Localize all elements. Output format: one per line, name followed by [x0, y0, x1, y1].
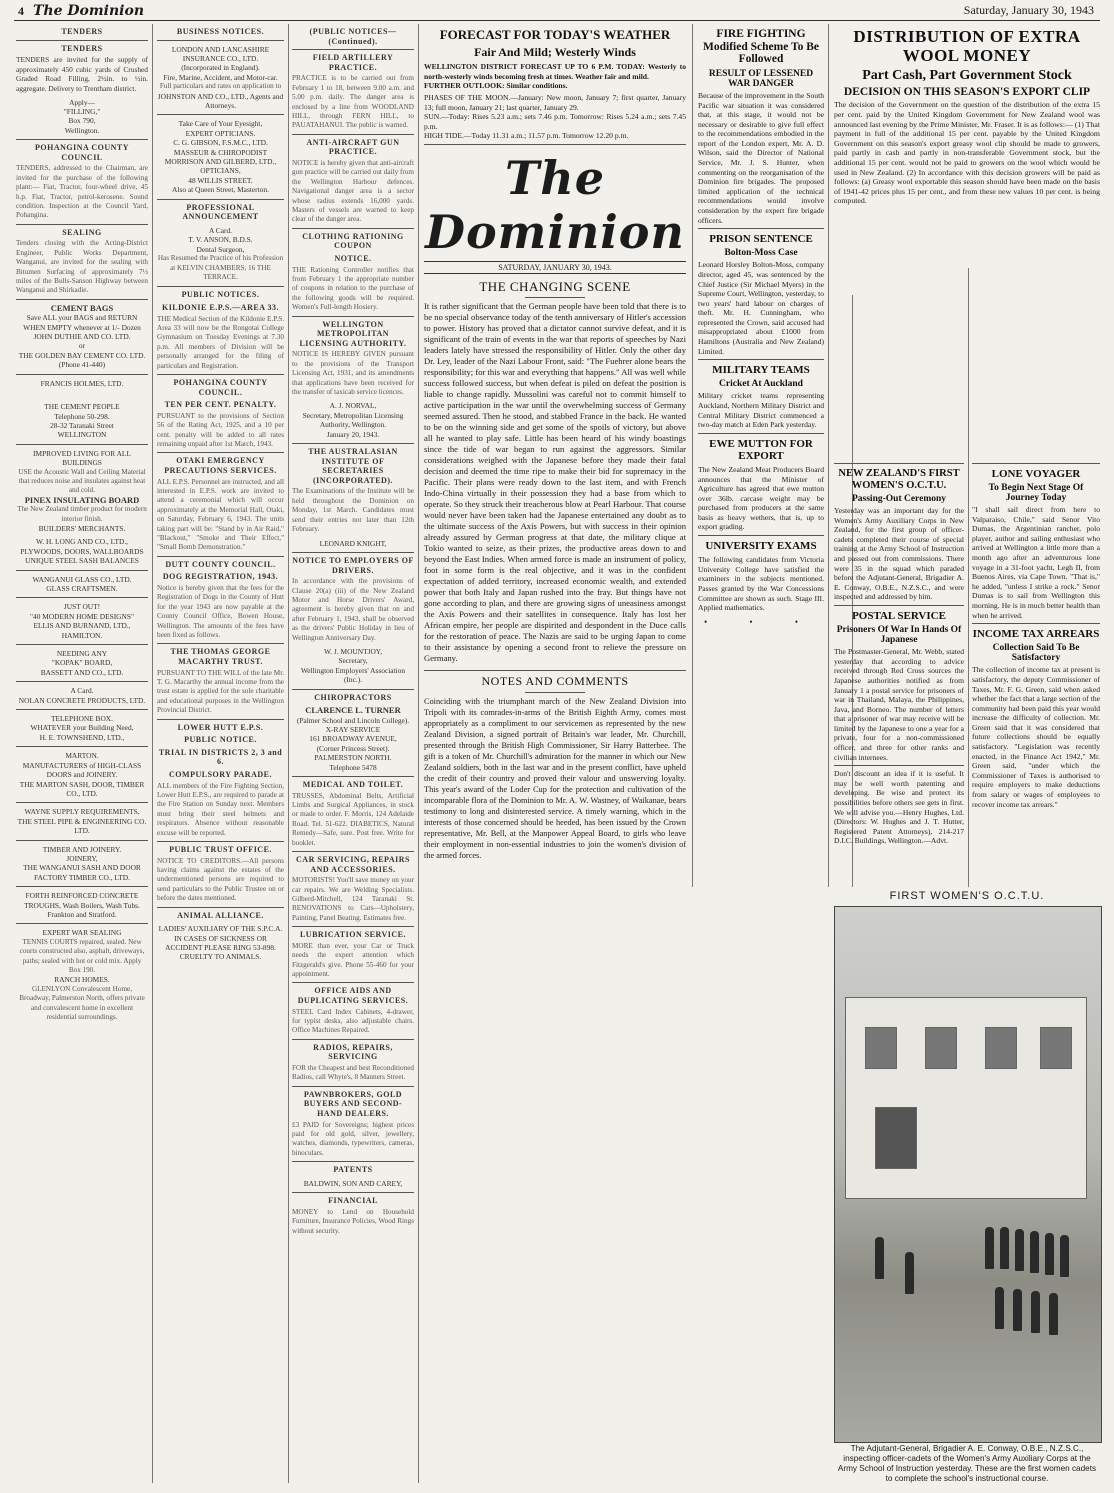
- steel-pipe-ad: WAYNE SUPPLY REQUIREMENTS, THE STEEL PIPE & ENGINEERING CO. LTD.: [17, 807, 147, 836]
- nolan-ad: A Card. NOLAN CONCRETE PRODUCTS, LTD.: [18, 686, 146, 705]
- tender-text: TENDERS are invited for the supply of approximately 450 cubic yards of Crushed Graded Road Filling, 2½in. to ½in. aggregate. Delivery to Trentham district.: [16, 55, 148, 93]
- tax-body: The collection of income tax at present is satisfactory, the deputy Commissioner of Taxes, Mr. F. G. Green, said when asked whether the fact that a large section of the community had been paid this year would increase the difficulty of collection. Mr. Green said that it was considered that future collections should be equally satisfactory. "Legislation was recently enacted, in the Finance Act 1942," Mr. Green said, "under which the Commissioner of Taxes is authorised to require employers to make deductions from salary or wages of employees to recover income tax arrears.": [972, 665, 1100, 809]
- notice-heading: CLOTHING RATIONING COUPON: [302, 231, 404, 251]
- tax-title: INCOME TAX ARREARS: [972, 628, 1100, 641]
- notice-heading: THE THOMAS GEORGE MACARTHY TRUST.: [170, 647, 271, 666]
- section-heading: CAR SERVICING, REPAIRS AND ACCESSORIES.: [296, 855, 410, 874]
- photo-figure: [1030, 1231, 1039, 1273]
- column-tenders: TENDERS TENDERS TENDERS are invited for the supply of approximately 450 cubic yards of Crushed Graded Road Filling, 2½in. to ½in. aggregate. Delivery to Trentham district. Apply— "FILLING," Box 790, Wellington. POHANGINA COUNTY COUNCIL TENDERS, addressed to the Chairman, are invited for the purchase of the following plant:— Fiat, Tractor, four-wheel drive, 45 h.p. Fiat, Tractor, petrol-kerosene. Sound condition. Inspection at the Council Yard, Pohangina. SEALING Tenders closing with the Acting-District Engineer, Public Works Department, Wanganui, are invited for the sealing with Bitumen Surfacing of approximately 7½ miles of the Bulls-Sanson Highway between Wanganui and Shirkadie. CEMENT BAGS Save ALL your BAGS and RETURN WHEN EMPTY whenever at 1/- Dozen JOHN DUTHIE AND CO. LTD. or THE GOLDEN BAY CEMENT CO. LTD. (Phone 41-440) FRANCIS HOLMES, LTD. THE CEMENT PEOPLE Telephone 50-298. 28-32 Taranaki Street WELLINGTON IMPROVED LIVING FOR ALL BUILDINGS USE the Acoustic Wall and Ceiling Material that reduces noise and insulates against heat and cold. PINEX INSULATING BOARD The New Zealand timber product for modern interior finish. BUILDERS' MERCHANTS. W. H. LONG AND CO., LTD., PLYWOODS, DOORS, WALLBOARDS UNIQUE STEEL SASH BALANCES WANGANUI GLASS CO., LTD. GLASS CRAFTSMEN. JUST OUT! "40 MODERN HOME DESIGNS" ELLIS AND BURNAND, LTD., HAMILTON. NEEDING ANY "KOPAK" BOARD, BASSETT AND CO., LTD. A Card. NOLAN CONCRETE PRODUCTS, LTD. TELEPHONE BOX. WHATEVER your Building Need, H. E. TOWNSHEND, LTD., MARTON. MANUFACTURERS of HIGH-CLASS DOORS and JOINERY. THE MARTON SASH, DOOR, TIMBER CO., LTD. WAYNE SUPPLY REQUIREMENTS, THE STEEL PIPE & ENGINEERING CO. LTD. TIMBER AND JOINERY. JOINERY, THE WANGANUI SASH AND DOOR FACTORY TIMBER CO., LTD. FORTH REINFORCED CONCRETE TROUGHS, Wash Boilers, Wash Tubs. Frankton and Stratford. EXPERT WAR SEALING TENNIS COURTS repaired, sealed. New courts constructed also, asphalt, driveways, paths; sealed with hot or cold mix. Apply Box 190. RANCH HOMES. GLENLYON Convalescent Home, Broadway, Palmerston North, offers private and convalescent home in excellent residential surroundings.: [16, 27, 148, 1022]
- photo-figure: [1000, 1227, 1009, 1269]
- notice-heading: TEN PER CENT. PENALTY.: [164, 400, 277, 410]
- photo-figure: [1049, 1293, 1058, 1335]
- column-divider: [828, 24, 829, 887]
- page-number: 4: [18, 4, 24, 18]
- column-voyager-tax: [972, 460, 1100, 885]
- photo-figure: [1060, 1235, 1069, 1277]
- patents-ad: BALDWIN, SON AND CAREY,: [303, 1178, 403, 1188]
- optician-ad: Take Care of Your Eyesight, EXPERT OPTICIANS. C. G. GIBSON, F.S.M.C., LTD. MASSEUR & CHIROPODIST MORRISON AND GILBERD, LTD., OPTICIANS, 48 WILLIS STREET. Also at Queen Street, Masterton.: [164, 119, 277, 195]
- photo-figure: [985, 1227, 994, 1269]
- fire-body: Because of the improvement in the South Pacific war situation it was considered that, at this stage, it would not be necessary or desirable to give full effect to the recommendations embodied in the report of the London expert, Mr. A. D. Wilson, said the Director of National Service, Mr. J. S. Hunter, when commenting on the reorganisation of the Dominion fire brigades. The proposed limited application of the technical recommendations would involve consideration by the expert fire brigade officers.: [698, 90, 824, 225]
- section-heading: LUBRICATION SERVICE.: [299, 930, 407, 940]
- section-heading: OFFICE AIDS AND DUPLICATING SERVICES.: [297, 986, 409, 1006]
- news-photo: [834, 906, 1102, 1443]
- wool-subtitle: Part Cash, Part Government Stock: [862, 68, 1072, 84]
- forecast-subtitle: Fair And Mild; Westerly Winds: [474, 45, 636, 60]
- photo-figure: [1015, 1229, 1024, 1271]
- notice-heading: POHANGINA COUNTY COUNCIL.: [173, 377, 268, 397]
- notice-heading: ANIMAL ALLIANCE.: [177, 910, 264, 920]
- high-tide: HIGH TIDE.—Today 11.31 a.m.; 11.57 p.m. Tomorrow 12.20 p.m.: [424, 131, 629, 141]
- column-divider: [418, 24, 419, 1483]
- section-heading: RADIOS, REPAIRS, SERVICING: [313, 1042, 393, 1062]
- voyager-subtitle: To Begin Next Stage Of Journey Today: [988, 483, 1084, 504]
- octu-subtitle: Passing-Out Ceremony: [851, 494, 947, 505]
- forth-ad: FORTH REINFORCED CONCRETE TROUGHS, Wash Boilers, Wash Tubs. Frankton and Stratford.: [24, 891, 140, 919]
- notice-heading: DUTT COUNTY COUNCIL.: [165, 559, 276, 569]
- insurance-ad: LONDON AND LANCASHIRE INSURANCE CO., LTD. (Incorporated in England). Fire, Marine, Accident, and Motor-car. Full particulars and rates on application to JOHNSTON AND CO., LTD., Agents and Attorneys.: [157, 44, 284, 111]
- notice-heading: KILDONIE E.P.S.—AREA 33.: [161, 302, 280, 312]
- section-heading: PUBLIC NOTICES.: [181, 290, 260, 300]
- tax-subtitle: Collection Said To Be Satisfactory: [992, 643, 1080, 664]
- section-heading: FINANCIAL: [328, 1196, 378, 1206]
- university-body: The following candidates from Victoria University College have satisfied the examiners in the subjects mentioned. Passes granted by the War Concessions Committee are shown as such. Stage III. Applied mathematics.: [698, 555, 824, 613]
- fire-subtitle: RESULT OF LESSENED WAR DANGER: [708, 68, 814, 89]
- forecast-outlook: FURTHER OUTLOOK: Similar conditions.: [424, 81, 568, 91]
- photo-figure: [1031, 1291, 1040, 1333]
- notice-heading: THE AUSTRALASIAN INSTITUTE OF SECRETARIES (INCORPORATED).: [308, 447, 398, 485]
- ad-heading: SEALING: [62, 227, 102, 237]
- photo-window: [865, 1027, 897, 1069]
- photo-title: FIRST WOMEN'S O.C.T.U.: [889, 890, 1045, 902]
- metro-signature: A. J. NORVAL, Secretary, Metropolitan Licensing Authority, Wellington. January 20, 1943.: [302, 401, 404, 439]
- column-divider: [288, 24, 289, 1483]
- pinex-ad: IMPROVED LIVING FOR ALL BUILDINGS USE the Acoustic Wall and Ceiling Material that reduces noise and insulates against heat and cold. PINEX INSULATING BOARD The New Zealand timber product for modern interior finish. BUILDERS' MERCHANTS.: [17, 448, 147, 533]
- section-heading: BUSINESS NOTICES.: [176, 27, 265, 36]
- modern-homes-ad: JUST OUT! "40 MODERN HOME DESIGNS" ELLIS AND BURNAND, LTD., HAMILTON.: [30, 602, 134, 640]
- institute-signature: LEONARD KNIGHT,: [319, 538, 387, 548]
- notice-heading: PUBLIC NOTICE.: [184, 735, 257, 745]
- page-number-and-title: [18, 3, 144, 19]
- long-ad: W. H. LONG AND CO., LTD., PLYWOODS, DOORS, WALLBOARDS UNIQUE STEEL SASH BALANCES: [20, 537, 144, 566]
- wool-title: DISTRIBUTION OF EXTRA WOOL MONEY: [853, 27, 1081, 65]
- chiropractor-ad: CLARENCE L. TURNER (Palmer School and Lincoln College). X-RAY SERVICE 161 BROADWAY AVENUE, (Corner Princess Street). PALMERSTON NORTH. Telephone 5478: [296, 705, 410, 772]
- tender-heading: TENDERS: [61, 43, 103, 53]
- employers-signature: W. J. MOUNTJOY, Secretary, Wellington Employers' Association (Inc.).: [300, 646, 406, 685]
- column-editorial: [424, 24, 686, 1487]
- tender-apply: Apply— "FILLING," Box 790, Wellington.: [63, 97, 101, 135]
- octu-body: Yesterday was an important day for the Women's Army Auxiliary Corps in New Zealand, for the first group of officer-cadets completed their course of special training at the Army School of Instruction and passed out from commissions. There were 35 in the squad which paraded before the Adjutant-General, Brigadier A. E. Conway, O.B.E., N.Z.S.C., and were inspected and addressed by him.: [834, 506, 964, 602]
- kopak-ad: NEEDING ANY "KOPAK" BOARD, BASSETT AND CO., LTD.: [40, 649, 124, 677]
- postal-subtitle: Prisoners Of War In Hands Of Japanese: [836, 625, 962, 646]
- column-business-notices: BUSINESS NOTICES. LONDON AND LANCASHIRE INSURANCE CO., LTD. (Incorporated in England). Fire, Marine, Accident, and Motor-car. Full particulars and rates on application to JOHNSTON AND CO., LTD., Agents and Attorneys. Take Care of Your Eyesight, EXPERT OPTICIANS. C. G. GIBSON, F.S.M.C., LTD. MASSEUR & CHIROPODIST MORRISON AND GILBERD, LTD., OPTICIANS, 48 WILLIS STREET. Also at Queen Street, Masterton. PROFESSIONAL ANNOUNCEMENT A Card. T. V. ANSON, B.D.S. Dental Surgeon, Has Resumed the Practice of his Profession at KELVIN CHAMBERS, 16 THE TERRACE. PUBLIC NOTICES. KILDONIE E.P.S.—AREA 33. THE Medical Section of the Kildonie E.P.S. Area 33 will now be the Rongotai College Gymnasium on Tuesday Evenings at 7.30 p.m. All members of Division will be personally arranged for the filing of particulars and Registration. POHANGINA COUNTY COUNCIL. TEN PER CENT. PENALTY. PURSUANT to the provisions of Section 56 of the Rating Act, 1925, and a 10 per cent. penalty will be added to all rates remaining unpaid after 1st March, 1943. OTAKI EMERGENCY PRECAUTIONS SERVICES. ALL E.P.S. Personnel are instructed, and all interested in E.P.S. work are invited to attend a ceremonial which will occur approximately at the Memorial Hall, Otaki, on Saturday, February 6, 1943. The units taking part will be: "Stand by in Air Raid," "Blackout," "Smoke and Their Effect," "Small Bomb Demonstration." DUTT COUNTY COUNCIL. DOG REGISTRATION, 1943. Notice is hereby given that the fees for the Registration of Dogs in the County of Hutt for the year 1943 are now payable at the County Council Office, Bowen House, Wellington. The amounts of the fees have been fixed as follows. THE THOMAS GEORGE MACARTHY TRUST. PURSUANT TO THE WILL of the late Mr. T. G. Macarthy the annual income from the trust estate is applied for the sole charitable and educational purposes in the Wellington Provincial District. LOWER HUTT E.P.S. PUBLIC NOTICE. TRIAL IN DISTRICTS 2, 3 and 6. COMPULSORY PARADE. ALL members of the Fire Fighting Section, Lower Hutt E.P.S., are required to parade at the Fire Station on Sunday next. Members must bring their steel helmets and respirators. Absence without reasonable excuse will be reported. PUBLIC TRUST OFFICE. NOTICE TO CREDITORS.—All persons having claims against the estates of the undermentioned persons are required to send particulars to the Public Trustee on or before the dates mentioned. ANIMAL ALLIANCE. LADIES' AUXILIARY OF THE S.P.C.A. IN CASES OF SICKNESS OR ACCIDENT PLEASE RING 53-898. CRUELTY TO ANIMALS.: [157, 27, 284, 962]
- notice-heading: PUBLIC TRUST OFFICE.: [169, 845, 272, 855]
- photo-window: [925, 1027, 957, 1069]
- forecast-title: FORECAST FOR TODAY'S WEATHER: [439, 27, 671, 42]
- notice-heading: TRIAL IN DISTRICTS 2, 3 and 6.: [158, 747, 283, 767]
- notice-heading: COMPULSORY PARADE.: [169, 770, 272, 779]
- header-rule: [14, 20, 1100, 21]
- sun-times: SUN.—Today: Rises 5.23 a.m.; sets 7.46 p.m. Tomorrow: Rises 5.24 a.m.; sets 7.45 p.m.: [424, 112, 686, 131]
- photo-figure: [1013, 1289, 1022, 1331]
- column-news-briefs: [698, 24, 824, 886]
- moon-phases: PHASES OF THE MOON.—January: New moon, January 7; first quarter, January 13; full moon, January 21; last quarter, January 29.: [424, 93, 686, 112]
- notes-title: NOTES AND COMMENTS: [481, 674, 629, 689]
- wool-body: The decision of the Government on the question of the distribution of the extra 15 per cent. paid by the United Kingdom Government for New Zealand wool was announced last evening by the Prime Minister, Mr. Fraser. It is as follows:— (1) That payment in full of the additional 15 per cent. payable by the United Kingdom Government on this season's export greasy wool clip should be made to growers, paid partly in cash and partly in non-transferable Government stock, but the additional 15 per cent. would not be paid to growers on the wool which would be used in New Zealand. (2) In accordance with this decision growers will be paid as follows: (a) Greasy wool exportable this season should have been made on the basis of 1941-42 prices plus 15 per cent., and from these new values 10 per cent. is being computed.: [834, 100, 1100, 206]
- photo-door: [875, 1107, 917, 1169]
- masthead-date: SATURDAY, JANUARY 30, 1943.: [424, 261, 686, 274]
- patent-advertisement: Don't discount an idea if it is useful. It may be well worth patenting and developing. Be wise and protect its possibilities before others see gets in first. We will advise you.—Henry Hughes, Ltd. (Directors: W. Hughes and J. T. Hutter, Registered Patent Attorneys), 214-217 D.I.C. Buildings, Wellington.—Advt.: [834, 769, 964, 846]
- column-divider: [968, 268, 969, 887]
- notice-heading: ANTI-AIRCRAFT GUN PRACTICE.: [306, 137, 400, 157]
- notice-heading: OTAKI EMERGENCY PRECAUTIONS SERVICES.: [164, 456, 277, 475]
- notice-heading: LOWER HUTT E.P.S.: [177, 722, 264, 732]
- ad-heading: POHANGINA COUNTY COUNCIL: [34, 143, 129, 162]
- wool-headline-block: [834, 24, 1100, 206]
- section-heading: PATENTS: [333, 1165, 373, 1175]
- military-title: MILITARY TEAMS: [712, 364, 810, 377]
- section-heading: CHIROPRACTORS: [314, 692, 392, 702]
- ewe-body: The New Zealand Meat Producers Board announces that the Minister of Agriculture has agreed that ewe mutton over 36lb. carcase weight may be purchased from producers at the same basis as heavy wethers, that is, up to export grading.: [698, 464, 824, 532]
- marton-ad: MARTON. MANUFACTURERS of HIGH-CLASS DOORS and JOINERY. THE MARTON SASH, DOOR, TIMBER CO., LTD.: [19, 751, 145, 798]
- voyager-body: "I shall sail direct from here to Valparaiso, Chile," said Senor Vito Dumas, the Argentinian rancher, polo player, author and sailing enthusiast who arrived at Wellington a little more than a month ago after an adventurous lone voyage in a 31-foot yacht, Legh II, from Buenos Aires, via Cape Town. "That is," he added, "unless I strike a rock." Senor Dumas is to sail from Wellington this morning. He is in much better health than when he arrived.: [972, 505, 1100, 620]
- fire-title: FIRE FIGHTING Modified Scheme To Be Followed: [703, 28, 819, 66]
- notice-heading: DOG REGISTRATION, 1943.: [162, 572, 279, 582]
- masthead: The Dominion: [425, 151, 685, 260]
- photo-figure: [875, 1237, 884, 1279]
- column-public-notices: (PUBLIC NOTICES—(Continued). FIELD ARTILLERY PRACTICE. PRACTICE is to be carried out from February 1 to 18, between 9.00 a.m. and 5.00 p.m. daily. The danger area is enclosed by a line from WOODLAND HILL, through FERN HILL, to PAUATAHANUI. The public is warned. ANTI-AIRCRAFT GUN PRACTICE. NOTICE is hereby given that anti-aircraft gun practice will be carried out daily from the Wellington Harbour defences. Navigational danger area is a sector whose radius extends 16,000 yards. Masters of vessels are warned to keep clear of the danger area. CLOTHING RATIONING COUPON NOTICE. THE Rationing Controller notifies that from February 1 the appropriate number of coupons in relation to the purchase of the following goods will be required. Women's Full-length Hosiery. WELLINGTON METROPOLITAN LICENSING AUTHORITY. NOTICE IS HEREBY GIVEN pursuant to the provisions of the Transport Licensing Act, 1931, and its amendments that applications have been received for the transfer of taxicab service licences. A. J. NORVAL, Secretary, Metropolitan Licensing Authority, Wellington. January 20, 1943. THE AUSTRALASIAN INSTITUTE OF SECRETARIES (INCORPORATED). The Examinations of the Institute will be held throughout the Dominion on Monday, 1st March. Candidates must send their entries not later than 12th February. LEONARD KNIGHT, NOTICE TO EMPLOYERS OF DRIVERS. In accordance with the provisions of Clause 20(a) (iii) of the New Zealand Motor and Horse Drivers' Award, agreement is hereby given that on and after February 1, 1943, shall be observed as the drivers' Public Holiday in lieu of Wellington Anniversary Day. W. J. MOUNTJOY, Secretary, Wellington Employers' Association (Inc.). CHIROPRACTORS CLARENCE L. TURNER (Palmer School and Lincoln College). X-RAY SERVICE 161 BROADWAY AVENUE, (Corner Princess Street). PALMERSTON NORTH. Telephone 5478 MEDICAL AND TOILET. TRUSSES, Abdominal Belts, Artificial Limbs and Surgical Appliances, in stock or made to order. F. Morris, 124 Adelaide Road. Tel. 51-622. DIABETICS, Natural Remedy—Safe, sure. Post free. Write for booklet. CAR SERVICING, REPAIRS AND ACCESSORIES. MOTORISTS! You'll save money on your car repairs. We are Welding Specialists. Gilberd-Mitchell, 124 Taranaki St. RENOVATIONS to Cars—Upholstery, Painting, Panel Beating. Estimates free. LUBRICATION SERVICE. MORE than ever, your Car or Truck needs the expert attention which Fitzgerald's give. Phone 55-460 for your appointment. OFFICE AIDS AND DUPLICATING SERVICES. STEEL Card Index Cabinets, 4-drawer, for typist desks, also adjustable chairs. Office Machines Repaired. RADIOS, REPAIRS, SERVICING FOR the Cheapest and best Reconditioned Radios, call Whyte's, 8 Manners Street. PAWNBROKERS, GOLD BUYERS AND SECOND-HAND DEALERS. £3 PAID for Sovereigns; highest prices paid for old gold, silver, jewellery, watches, diamonds, typewriters, cameras, binoculars. PATENTS BALDWIN, SON AND CAREY, FINANCIAL MONEY to Lend on Household Furniture, Insurance Policies, Wood Rings without security.: [292, 27, 414, 1235]
- glass-ad: WANGANUI GLASS CO., LTD. GLASS CRAFTSMEN.: [32, 574, 132, 593]
- section-heading: MEDICAL AND TOILET.: [302, 780, 404, 789]
- paper-name: The Dominion: [33, 3, 145, 19]
- photo-figure: [1045, 1233, 1054, 1275]
- holmes-ad: FRANCIS HOLMES, LTD. THE CEMENT PEOPLE Telephone 50-298. 28-32 Taranaki Street WELLINGTON: [40, 378, 124, 440]
- photo-window: [1040, 1027, 1072, 1069]
- notice-heading: NOTICE.: [334, 254, 372, 264]
- townshend-ad: TELEPHONE BOX. WHATEVER your Building Need, H. E. TOWNSHEND, LTD.,: [30, 714, 134, 742]
- postal-body: The Postmaster-General, Mr. Webb, stated yesterday that according to advice received through Red Cross sources the Japanese authorities notified as from January 1 a postal service for prisoners of war in Thailand, Malaya, the Philippines, Java, and Borneo. The number of letters that a prisoner of war may receive will be limited by the Japanese to one a year for a private, four for a non-commissioned officer, and three for other ranks and civilian internees.: [834, 647, 964, 762]
- timber-ad: TIMBER AND JOINERY. JOINERY, THE WANGANUI SASH AND DOOR FACTORY TIMBER CO., LTD.: [23, 844, 141, 882]
- photo-window: [985, 1027, 1017, 1069]
- military-body: Military cricket teams representing Auckland, Northern Military District and Central Military District commenced a two-day match at Eden Park yesterday.: [698, 391, 824, 430]
- voyager-title: LONE VOYAGER: [991, 468, 1081, 480]
- notice-heading: WELLINGTON METROPOLITAN LICENSING AUTHORITY.: [299, 319, 407, 348]
- prison-subtitle: Bolton-Moss Case: [724, 248, 798, 259]
- postal-title: POSTAL SERVICE: [852, 610, 946, 623]
- prison-body: Leonard Horsley Bolton-Moss, company director, aged 45, was sentenced by the Chief Justice (Sir Michael Myers) in the Supreme Court, Wellington, yesterday, to two years' hard labour on charges of theft. Mr. H. Cunningham, who represented the Crown, said accused had misappropriated about £1000 from Hamiltons (Australia and New Zealand) Limited.: [698, 260, 824, 356]
- wool-subtitle-2: DECISION ON THIS SEASON'S EXPORT CLIP: [843, 86, 1091, 99]
- date-line: Saturday, January 30, 1943: [963, 3, 1094, 17]
- notes-body: Coinciding with the triumphant march of the New Zealand Division into Tripoli with its comrades-in-arms of the British Eighth Army, comes most appropriately as a compliment to our servicemen as represented by the new Zealand Division, a signed portrait of Britain's war leader, Mr. Churchill, presented through the British High Commissioner, Sir Harry Batterbee. The gift is a token of Mr. Churchill's admiration for the manner in which our New Zealand soldiers, both in the last war and in the present conflict, have upheld the credit of their country and proved their valour and unswerving loyalty. This year's award of the Loder Cup for the protection and cultivation of the incomparable flora of the Dominion to Mr. A. W. Wastney, of Waikanae, bears testimony to long and disinterested service. A timely warning, which in the interests of those concerned should be heeded, has been issued by the Crown representative, Mr. Bell, at the Manpower Appeal Board, to girls who leave their employment in non-essential industries to join the women's division of the armed forces.: [424, 696, 686, 860]
- section-heading: PAWNBROKERS, GOLD BUYERS AND SECOND-HAND DEALERS.: [303, 1089, 403, 1119]
- expert-ad: EXPERT WAR SEALING TENNIS COURTS repaired, sealed. New courts constructed also, asphalt, driveways, paths; sealed with hot or cold mix. Apply Box 190. RANCH HOMES. GLENLYON Convalescent Home, Broadway, Palmerston North, offers private and convalescent home in excellent residential surroundings.: [19, 928, 145, 1022]
- section-heading: TENDERS: [61, 27, 103, 36]
- editorial-body: It is rather significant that the German people have been told that there is to be no special observance today of the tenth anniversary of Hitler's accession to power. History has proved that a dictator cannot survive defeat, and it is significant of the train of events in the war that reports of speeches by Nazi leaders lately have stressed the responsibility of Hitler. Only the other day Dr. Ley, leader of the Nazi Labour Front, said: "The Fuehrer alone bears the responsibility; for this war and everything that happens." All was well while success followed success, but when defeat is piled on defeat the position is liable to change rapidly. Mussolini was careful not to commit himself to active participation in the war until the overwhelming success of Germany seemed assured. Then he stood, and stabbed France in the back. He wanted to be on the winning side and get some of the spoils of victory, but above all he wanted to play safe. Little has been heard of his windy boastings since the tide of war began to run against the aggressors. Similar considerations weighed with the Japanese before they made their fatal decision and deemed the time ripe to make their bid for supremacy in the Pacific. Their plans were ready down to the last item, and with French Indo-China virtually in their possession they had a base from which to operate. So they struck their treacherous blow at Pearl Harbour. That course would never have been taken had the Japanese entertained any doubt as to the ultimate success of the Axis Powers, but with success in their opinion already assured by German progress at that date, the military clique at Tokio wanted to seize, as their prizes, the productive areas down to and beyond the East Indies. When armed force is made an instrument of policy, foot in some form is the real objective, and it was in the confident expectation of added territory, increased economic wealth, and extended power that both Italy and Japan rushed into the fray. But things have not gone according to plan, and there are growing signs of uneasiness amongst the Axis Powers and their satellites in consequence. Italy has lost her African empire, her people are dispirited and despondent in the Duce calls for the restoration of peace. The Nazis are said to be urging Japan to come to their assistance by opening a second front to relieve the pressure on Germany.: [424, 301, 686, 664]
- photo-caption: The Adjutant-General, Brigadier A. E. Conway, O.B.E., N.Z.S.C., inspecting officer-cadets of the Women's Army Auxiliary Corps at the Army School of Instruction yesterday. These are the first women cadets to complete the school's instructional course.: [837, 1444, 1097, 1483]
- section-heading: PROFESSIONAL ANNOUNCEMENT: [182, 202, 259, 222]
- column-divider: [692, 24, 693, 887]
- prison-title: PRISON SENTENCE: [709, 233, 813, 246]
- column-octu-postal: [834, 460, 964, 885]
- university-title: UNIVERSITY EXAMS: [705, 540, 817, 553]
- column-divider: [152, 24, 153, 1483]
- ewe-title: EWE MUTTON FOR EXPORT: [709, 437, 813, 462]
- military-subtitle: Cricket At Auckland: [719, 379, 803, 390]
- photo-figure: [905, 1252, 914, 1294]
- notice-heading: NOTICE TO EMPLOYERS OF DRIVERS.: [292, 555, 414, 575]
- forecast-text: WELLINGTON DISTRICT FORECAST UP TO 6 P.M. TODAY: Westerly to north-westerly winds becoming fresh at times. Weather fair and mild.: [424, 62, 686, 81]
- cement-bags-ad: CEMENT BAGS Save ALL your BAGS and RETURN WHEN EMPTY whenever at 1/- Dozen JOHN DUTHIE AND CO. LTD. or THE GOLDEN BAY CEMENT CO. LTD. (Phone 41-440): [18, 302, 146, 370]
- spca-ad: LADIES' AUXILIARY OF THE S.P.C.A. IN CASES OF SICKNESS OR ACCIDENT PLEASE RING 53-898. CRUELTY TO ANIMALS.: [158, 924, 283, 962]
- notice-heading: FIELD ARTILLERY PRACTICE.: [312, 53, 394, 72]
- editorial-title: THE CHANGING SCENE: [479, 279, 631, 295]
- photo-figure: [995, 1287, 1004, 1329]
- section-heading: (PUBLIC NOTICES—(Continued).: [309, 27, 397, 46]
- octu-title: NEW ZEALAND'S FIRST WOMEN'S O.C.T.U.: [838, 468, 960, 491]
- separator-dots: • • •: [704, 616, 818, 627]
- dentist-ad: A Card. T. V. ANSON, B.D.S. Dental Surgeon, Has Resumed the Practice of his Profession at KELVIN CHAMBERS, 16 THE TERRACE.: [157, 225, 284, 281]
